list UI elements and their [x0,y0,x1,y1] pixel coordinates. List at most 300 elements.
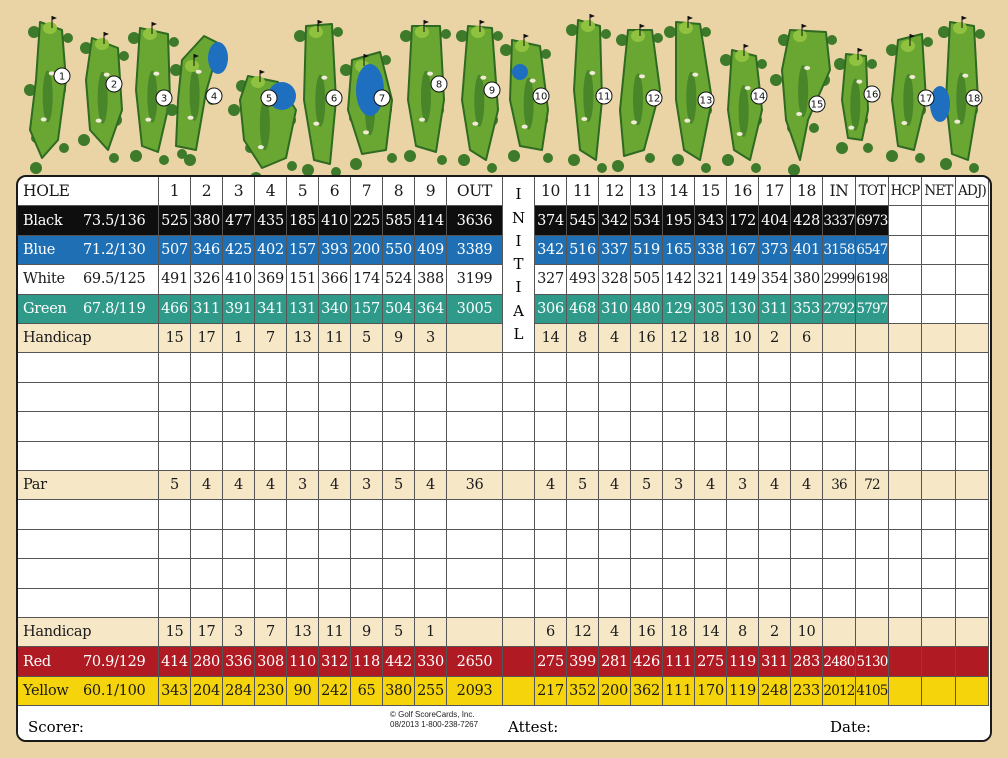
front-hole-cell: 466 [159,295,191,324]
copyright-notice [390,710,478,730]
front-hole-cell[interactable] [223,383,255,412]
back-hole-cell[interactable] [791,442,823,471]
adj-cell[interactable] [956,677,989,706]
back-hole-cell[interactable] [663,559,695,588]
back-hole-cell[interactable] [759,559,791,588]
adj-cell[interactable] [956,618,989,647]
hole-number-badge [156,90,172,106]
back-hole-cell[interactable] [791,589,823,618]
front-hole-cell[interactable] [223,412,255,441]
in-total-cell: 3337 [823,206,856,235]
front-hole-cell[interactable] [351,383,383,412]
back-hole-cell[interactable] [791,353,823,382]
net-cell[interactable] [922,500,956,529]
front-hole-cell: 369 [255,265,287,294]
back-hole-cell[interactable] [567,530,599,559]
front-hole-cell[interactable] [287,383,319,412]
front-hole-cell[interactable] [287,530,319,559]
player-name-cell [18,383,159,412]
back-hole-cell[interactable] [631,500,663,529]
back-hole-cell[interactable] [567,589,599,618]
back-hole-cell: 4 [599,618,631,647]
back-hole-cell[interactable] [567,500,599,529]
front-hole-cell: 414 [415,206,447,235]
back-hole-cell[interactable] [727,530,759,559]
back-hole-cell[interactable] [535,530,567,559]
hcp-cell[interactable] [889,677,922,706]
front-hole-cell[interactable] [191,500,223,529]
hcp-cell[interactable] [889,353,922,382]
back-hole-cell: 353 [791,295,823,324]
front-hole-cell[interactable] [255,530,287,559]
back-hole-cell[interactable] [727,353,759,382]
hcp-cell[interactable] [889,559,922,588]
hole-number-badge [261,90,277,106]
front-hole-cell: 3 [351,471,383,500]
front-hole-cell[interactable] [351,442,383,471]
initial-letter: A [513,301,524,320]
back-hole-cell: 233 [791,677,823,706]
back-hole-cell: 10 [791,618,823,647]
back-hole-cell[interactable] [631,383,663,412]
svg-text:6: 6 [330,93,338,105]
front-hole-cell[interactable] [223,559,255,588]
front-hole-cell[interactable] [351,559,383,588]
front-hole-cell[interactable] [255,500,287,529]
front-hole-cell[interactable] [255,353,287,382]
front-hole-cell[interactable] [191,589,223,618]
hcp-cell[interactable] [889,471,922,500]
adj-cell[interactable] [956,412,989,441]
back-hole-cell[interactable] [695,442,727,471]
back-hole-cell[interactable] [535,500,567,529]
front-hole-cell[interactable] [319,589,351,618]
out-total-cell[interactable] [447,442,503,471]
front-hole-cell[interactable] [159,530,191,559]
front-hole-cell[interactable] [287,442,319,471]
in-total-cell[interactable] [823,442,856,471]
back-hole-cell[interactable] [535,412,567,441]
back-hole-cell[interactable] [695,589,727,618]
back-hole-cell[interactable] [599,559,631,588]
front-hole-cell: 346 [191,236,223,265]
back-hole-cell[interactable] [535,589,567,618]
front-hole-cell[interactable] [191,530,223,559]
back-hole-cell[interactable] [567,442,599,471]
front-hole-cell[interactable] [415,500,447,529]
front-hole-cell[interactable] [287,559,319,588]
initial-letter: N [511,208,526,227]
back-hole-cell: 129 [663,295,695,324]
grand-total-cell[interactable] [856,530,889,559]
adj-cell[interactable] [956,589,989,618]
back-hole-cell[interactable] [695,353,727,382]
in-total-cell[interactable] [823,500,856,529]
front-hole-cell[interactable] [383,412,415,441]
back-hole-cell[interactable] [599,353,631,382]
out-total-cell[interactable] [447,589,503,618]
player-name-cell [18,589,159,618]
adj-cell[interactable] [956,530,989,559]
svg-text:1: 1 [58,71,66,83]
in-total-cell[interactable] [823,530,856,559]
back-hole-cell: 6 [535,618,567,647]
adj-cell[interactable] [956,265,989,294]
back-hole-cell[interactable] [663,383,695,412]
grand-total-cell: 6198 [856,265,889,294]
back-hole-cell[interactable] [535,383,567,412]
back-hole-cell[interactable] [535,559,567,588]
hcp-cell[interactable] [889,265,922,294]
front-hole-cell: 284 [223,677,255,706]
back-hole-cell[interactable] [791,383,823,412]
initial-cell[interactable] [503,589,535,618]
front-hole-cell[interactable] [255,559,287,588]
back-hole-cell: 6 [791,324,823,353]
front-hole-cell[interactable] [191,559,223,588]
front-hole-cell[interactable] [351,589,383,618]
front-hole-cell: 185 [287,206,319,235]
front-hole-cell: 393 [319,236,351,265]
back-hole-cell[interactable] [759,530,791,559]
front-hole-cell[interactable] [351,412,383,441]
back-hole-cell[interactable] [727,589,759,618]
hcp-cell[interactable] [889,295,922,324]
back-hole-cell[interactable] [631,412,663,441]
grand-total-cell[interactable] [856,383,889,412]
back-hole-cell[interactable] [663,353,695,382]
front-hole-cell[interactable] [415,589,447,618]
net-cell[interactable] [922,236,956,265]
front-hole-cell[interactable] [415,442,447,471]
out-total-cell[interactable] [447,559,503,588]
out-total-cell[interactable] [447,412,503,441]
net-cell[interactable] [922,324,956,353]
back-hole-cell[interactable] [727,500,759,529]
grand-total-cell[interactable] [856,412,889,441]
back-hole-cell[interactable] [759,442,791,471]
adj-cell[interactable] [956,383,989,412]
hcp-cell[interactable] [889,324,922,353]
front-hole-cell[interactable] [319,500,351,529]
back-hole-cell[interactable] [567,383,599,412]
adj-cell[interactable] [956,559,989,588]
back-hole-cell[interactable] [663,530,695,559]
tee-rating: 70.9/129 [83,653,146,670]
front-hole-cell: 1 [415,618,447,647]
hcp-cell[interactable] [889,236,922,265]
front-hole-cell[interactable] [319,559,351,588]
back-hole-cell[interactable] [759,353,791,382]
back-hole-cell[interactable] [663,500,695,529]
back-hole-cell: 342 [599,206,631,235]
back-hole-cell[interactable] [567,412,599,441]
back-hole-cell: 545 [567,206,599,235]
front-hole-cell[interactable] [191,353,223,382]
front-hole-cell[interactable] [319,442,351,471]
net-header: NET [922,177,956,206]
adj-cell[interactable] [956,647,989,676]
back-hole-cell[interactable] [727,442,759,471]
front-hole-cell[interactable] [223,353,255,382]
back-hole-cell[interactable] [599,500,631,529]
front-hole-cell[interactable] [383,383,415,412]
net-cell[interactable] [922,677,956,706]
grand-total-cell[interactable] [856,442,889,471]
back-hole-cell[interactable] [695,412,727,441]
back-hole-cell[interactable] [631,442,663,471]
back-hole-cell[interactable] [663,589,695,618]
back-hole-cell[interactable] [695,500,727,529]
hcp-cell[interactable] [889,500,922,529]
front-hole-cell[interactable] [383,559,415,588]
hcp-cell[interactable] [889,647,922,676]
front-hole-cell[interactable] [415,353,447,382]
front-hole-cell[interactable] [383,530,415,559]
back-hole-cell: 426 [631,647,663,676]
front-hole-cell[interactable] [287,589,319,618]
back-hole-cell[interactable] [791,530,823,559]
net-cell[interactable] [922,530,956,559]
back-hole-cell: 4 [791,471,823,500]
net-cell[interactable] [922,265,956,294]
back-hole-cell[interactable] [695,559,727,588]
svg-text:9: 9 [488,85,496,97]
out-total-cell[interactable] [447,530,503,559]
front-hole-cell[interactable] [191,412,223,441]
back-hole-cell[interactable] [727,412,759,441]
back-hole-cell[interactable] [663,442,695,471]
back-hole-cell: 170 [695,677,727,706]
adj-cell[interactable] [956,471,989,500]
hcp-cell[interactable] [889,412,922,441]
net-cell[interactable] [922,647,956,676]
net-cell[interactable] [922,442,956,471]
front-hole-cell[interactable] [351,530,383,559]
front-hole-cell: 550 [383,236,415,265]
in-total-cell [823,618,856,647]
back-hole-cell[interactable] [567,559,599,588]
net-cell[interactable] [922,412,956,441]
hcp-header: HCP [889,177,922,206]
front-hole-cell[interactable] [383,353,415,382]
front-hole-cell[interactable] [255,412,287,441]
front-hole-cell: 326 [191,265,223,294]
front-hole-cell[interactable] [415,412,447,441]
net-cell[interactable] [922,618,956,647]
back-hole-cell: 327 [535,265,567,294]
tee-rating: 73.5/136 [83,212,146,229]
net-cell[interactable] [922,353,956,382]
front-hole-cell[interactable] [415,559,447,588]
front-hole-cell[interactable] [415,383,447,412]
front-hole-cell[interactable] [159,500,191,529]
hole-number-badge [106,76,122,92]
tee-name: Yellow [23,682,69,699]
back-hole-cell[interactable] [759,412,791,441]
front-hole-cell[interactable] [351,500,383,529]
in-total-cell[interactable] [823,589,856,618]
front-hole-cell[interactable] [159,353,191,382]
back-hole-cell[interactable] [631,353,663,382]
front-hole-cell[interactable] [255,589,287,618]
back-hole-cell: 380 [791,265,823,294]
front-hole-cell[interactable] [159,559,191,588]
back-hole-cell: 505 [631,265,663,294]
front-hole-cell[interactable] [319,530,351,559]
front-hole-cell[interactable] [159,383,191,412]
back-hole-cell[interactable] [631,589,663,618]
front-hole-cell[interactable] [223,589,255,618]
grand-total-cell[interactable] [856,500,889,529]
front-hole-cell[interactable] [159,442,191,471]
net-cell[interactable] [922,559,956,588]
back-hole-cell[interactable] [791,412,823,441]
front-hole-cell[interactable] [351,353,383,382]
hcp-cell[interactable] [889,383,922,412]
hcp-cell[interactable] [889,618,922,647]
front-hole-cell[interactable] [191,442,223,471]
adj-cell[interactable] [956,353,989,382]
back-hole-cell[interactable] [567,353,599,382]
front-hole-cell[interactable] [319,353,351,382]
player-name-cell [18,559,159,588]
back-hole-cell[interactable] [695,383,727,412]
initial-cell[interactable] [503,412,535,441]
front-hole-cell[interactable] [383,500,415,529]
grand-total-cell[interactable] [856,353,889,382]
front-hole-cell: 174 [351,265,383,294]
grand-total-cell[interactable] [856,589,889,618]
front-hole-cell[interactable] [383,589,415,618]
net-cell[interactable] [922,383,956,412]
front-hole-cell[interactable] [319,383,351,412]
front-hole-cell: 9 [351,618,383,647]
back-hole-cell[interactable] [535,442,567,471]
back-hole-cell[interactable] [599,442,631,471]
back-hole-cell: 342 [535,236,567,265]
initial-cell[interactable] [503,383,535,412]
grand-total-cell[interactable] [856,559,889,588]
front-hole-cell[interactable] [223,530,255,559]
net-cell[interactable] [922,206,956,235]
initial-cell[interactable] [503,559,535,588]
back-hole-cell[interactable] [631,559,663,588]
hcp-cell[interactable] [889,442,922,471]
out-total-cell[interactable] [447,383,503,412]
back-hole-cell[interactable] [599,530,631,559]
adj-cell[interactable] [956,324,989,353]
adj-cell[interactable] [956,295,989,324]
back-hole-cell: 374 [535,206,567,235]
back-hole-cell[interactable] [727,559,759,588]
net-cell[interactable] [922,295,956,324]
back-hole-cell[interactable] [631,530,663,559]
front-hole-cell[interactable] [159,589,191,618]
front-hole-cell[interactable] [223,442,255,471]
tot-header: TOT [856,177,889,206]
initial-cell[interactable] [503,442,535,471]
back-hole-cell: 2 [759,618,791,647]
front-hole-cell[interactable] [255,442,287,471]
in-total-cell[interactable] [823,383,856,412]
front-hole-cell[interactable] [223,500,255,529]
in-total-cell: 36 [823,471,856,500]
out-total-cell[interactable] [447,500,503,529]
back-hole-cell: 14 [695,618,727,647]
hcp-cell[interactable] [889,530,922,559]
hole-number-header: 6 [319,177,351,206]
front-hole-cell[interactable] [287,353,319,382]
back-hole-cell: 310 [599,295,631,324]
in-total-cell[interactable] [823,559,856,588]
adj-cell[interactable] [956,442,989,471]
back-hole-cell[interactable] [663,412,695,441]
hcp-cell[interactable] [889,589,922,618]
net-cell[interactable] [922,471,956,500]
hole-number-badge [918,90,934,106]
hole-number-header: 4 [255,177,287,206]
back-hole-cell[interactable] [727,383,759,412]
out-total-cell[interactable] [447,353,503,382]
initial-cell[interactable] [503,530,535,559]
adj-cell[interactable] [956,206,989,235]
front-hole-cell[interactable] [159,412,191,441]
tee-label [18,265,159,294]
adj-cell[interactable] [956,236,989,265]
initial-cell [503,618,535,647]
back-hole-cell: 248 [759,677,791,706]
front-hole-cell[interactable] [415,530,447,559]
player-name-cell [18,412,159,441]
back-hole-cell[interactable] [759,500,791,529]
front-hole-cell[interactable] [383,442,415,471]
initial-cell[interactable] [503,500,535,529]
back-hole-cell[interactable] [759,383,791,412]
back-hole-cell[interactable] [791,500,823,529]
hole-layout-2 [78,32,129,163]
back-hole-cell[interactable] [599,412,631,441]
hole-number-badge [596,88,612,104]
front-hole-cell[interactable] [255,383,287,412]
net-cell[interactable] [922,589,956,618]
front-hole-cell: 13 [287,324,319,353]
back-hole-cell: 343 [695,206,727,235]
back-hole-cell: 8 [567,324,599,353]
tee-label [18,647,159,676]
back-hole-cell[interactable] [535,353,567,382]
in-total-cell[interactable] [823,353,856,382]
back-hole-cell[interactable] [759,589,791,618]
front-hole-cell[interactable] [319,412,351,441]
back-hole-cell[interactable] [599,589,631,618]
front-hole-cell[interactable] [287,412,319,441]
front-hole-cell: 391 [223,295,255,324]
back-hole-cell[interactable] [695,530,727,559]
front-hole-cell[interactable] [191,383,223,412]
adj-cell[interactable] [956,500,989,529]
back-hole-cell[interactable] [791,559,823,588]
front-hole-cell: 15 [159,618,191,647]
back-hole-cell[interactable] [599,383,631,412]
front-hole-cell: 4 [191,471,223,500]
hole-number-header: 8 [383,177,415,206]
hcp-cell[interactable] [889,206,922,235]
initial-cell[interactable] [503,353,535,382]
initial-letter: I [515,185,522,204]
in-total-cell[interactable] [823,412,856,441]
front-hole-cell[interactable] [287,500,319,529]
